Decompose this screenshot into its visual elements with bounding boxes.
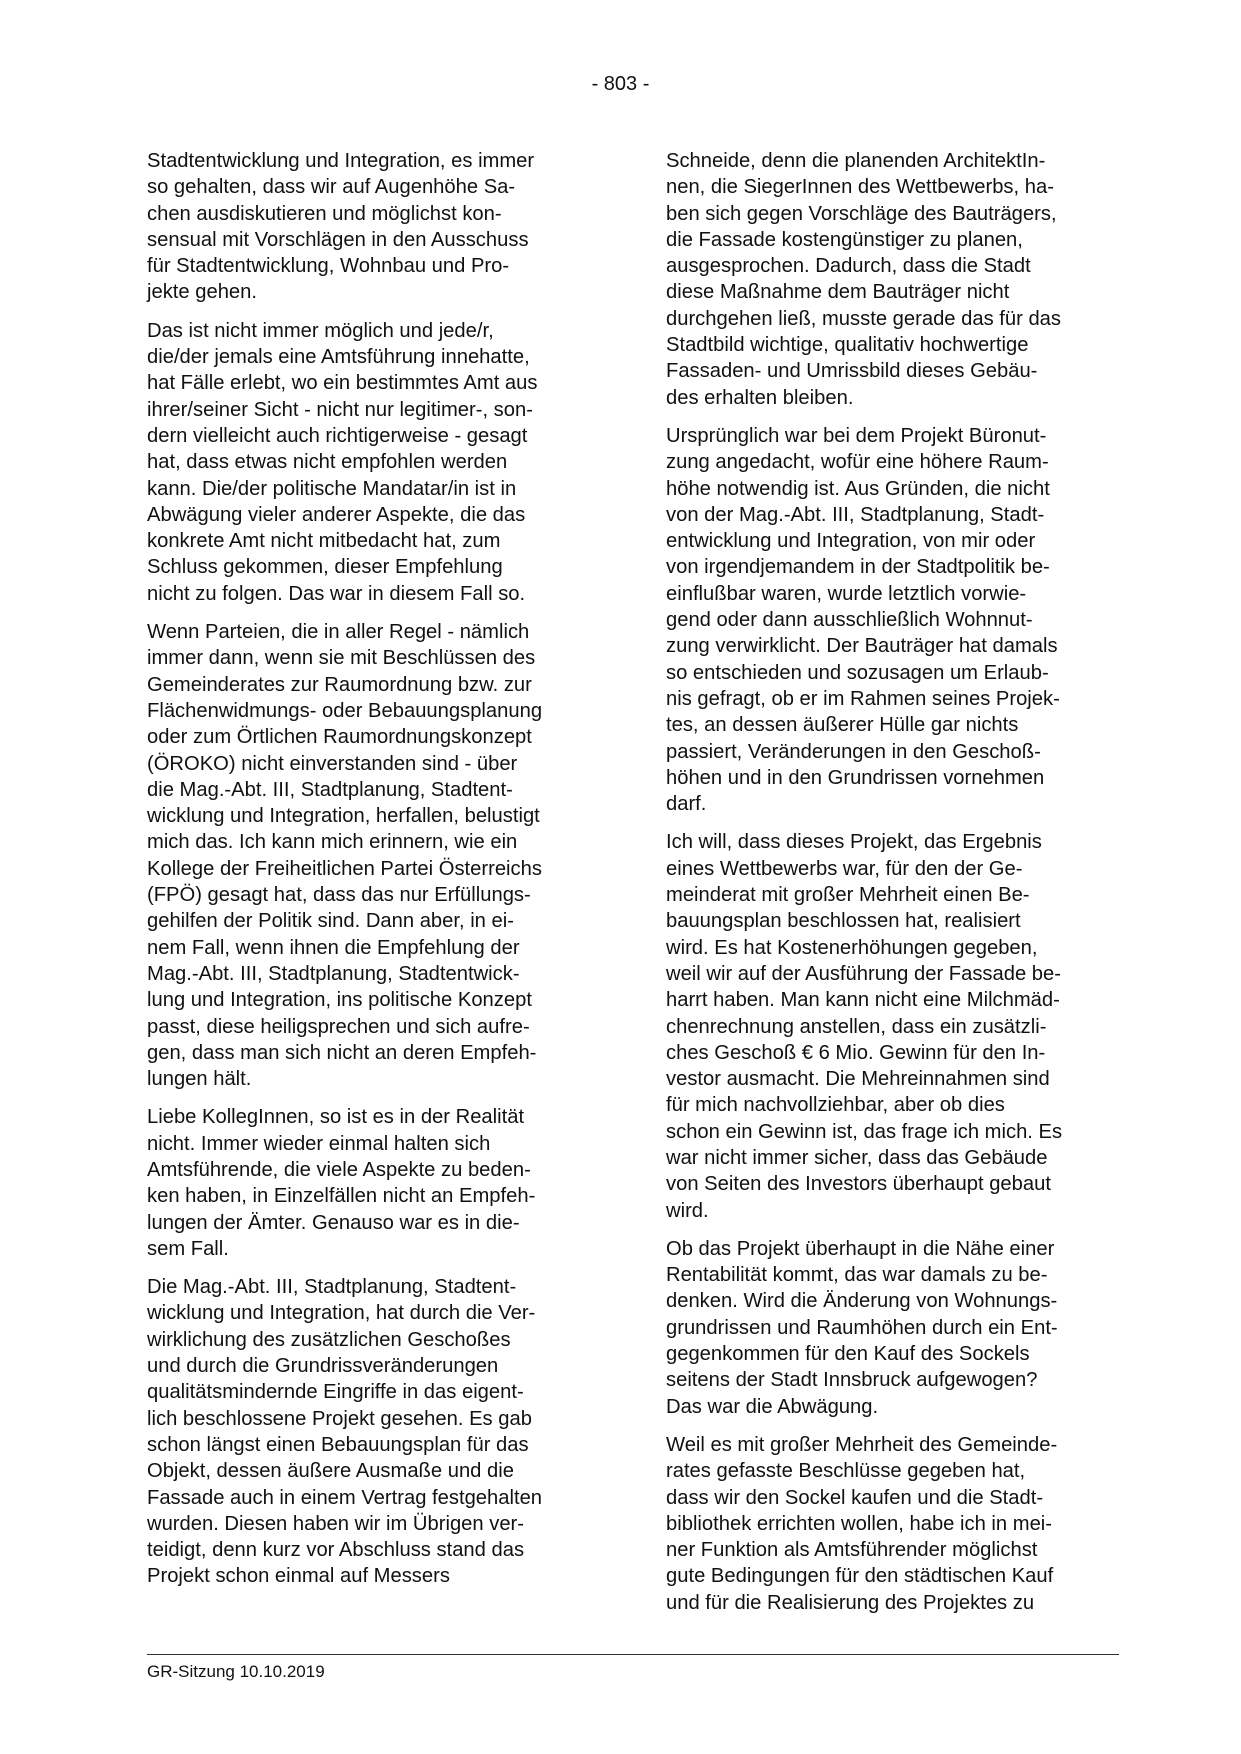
paragraph: Ursprünglich war bei dem Projekt Büronut- zung angedacht, wofür eine höhere Raum- höhe notwendig ist. Aus Gründen, die nicht von der Mag.-Abt. III, Stadtplanung, Stadt- entwicklung und Integration, von mir oder von irgendjemandem in der Stadtpolitik be- einflußbar waren, wurde letztlich vorwie- gend oder dann ausschließlich Wohnnut- zung verwirklicht. Der Bauträger hat damals so entschieden und sozusagen um Erlaub- nis gefragt, ob er im Rahmen seines Projek- tes, an dessen äußerer Hülle gar nichts passiert, Veränderungen in den Geschoß- höhen und in den Grundrissen vornehmen darf. [666, 424, 1060, 816]
footer-session-date: GR-Sitzung 10.10.2019 [147, 1662, 325, 1681]
paragraph: Die Mag.-Abt. III, Stadtplanung, Stadtent- wicklung und Integration, hat durch die Ver- wirklichung des zusätzlichen Geschoßes und durch die Grundrissveränderungen qualitätsmindernde Eingriffe in das eigent- lich beschlossene Projekt gesehen. Es gab schon längst einen Bebauungsplan für das Objekt, dessen äußere Ausmaße und die Fassade auch in einem Vertrag festgehalten wurden. Diesen haben wir im Übrigen ver- teidigt, denn kurz vor Abschluss stand das Projekt schon einmal auf Messers [147, 1276, 543, 1588]
left-column [147, 148, 592, 1602]
paragraph: Ob das Projekt überhaupt in die Nähe einer Rentabilität kommt, das war damals zu be- denken. Wird die Änderung von Wohnungs- grundrissen und Raumhöhen durch ein Ent- gegenkommen für den Kauf des Sockels seitens der Stadt Innsbruck aufgewogen? Das war die Abwägung. [666, 1237, 1058, 1418]
paragraph: Das ist nicht immer möglich und jede/r, die/der jemals eine Amtsführung innehatte, hat Fälle erlebt, wo ein bestimmtes Amt aus ihrer/seiner Sicht - nicht nur legitimer-, son- dern vielleicht auch richtigerweise - gesagt hat, dass etwas nicht empfohlen werden kann. Die/der politische Mandatar/in ist in Abwägung vieler anderer Aspekte, die das konkrete Amt nicht mitbedacht hat, zum Schluss gekommen, dieser Empfehlung nicht zu folgen. Das war in diesem Fall so. [147, 319, 538, 605]
paragraph: Wenn Parteien, die in aller Regel - nämlich immer dann, wenn sie mit Beschlüssen des Gemeinderates zur Raumordnung bzw. zur Flächenwidmungs- oder Bebauungsplanung oder zum Örtlichen Raumordnungskonzept (ÖROKO) nicht einverstanden sind - über die Mag.-Abt. III, Stadtplanung, Stadtent- wicklung und Integration, herfallen, belustigt mich das. Ich kann mich erinnern, wie ein Kollege der Freiheitlichen Partei Österreichs (FPÖ) gesagt hat, dass das nur Erfüllungs- gehilfen der Politik sind. Dann aber, in ei- nem Fall, wenn ihnen die Empfehlung der Mag.-Abt. III, Stadtplanung, Stadtentwick- lung und Integration, ins politische Konzept passt, diese heiligsprechen und sich aufre- gen, dass man sich nicht an deren Empfeh- lungen hält. [147, 621, 543, 1091]
paragraph: Ich will, dass dieses Projekt, das Ergebnis eines Wettbewerbs war, für den der Ge- meinderat mit großer Mehrheit einen Be- bauungsplan beschlossen hat, realisiert wird. Es hat Kostenerhöhungen gegeben, weil wir auf der Ausführung der Fassade be- harrt haben. Man kann nicht eine Milchmäd- chenrechnung anstellen, dass ein zusätzli- ches Geschoß € 6 Mio. Gewinn für den In- vestor ausmacht. Die Mehreinnahmen sind für mich nachvollziehbar, aber ob dies schon ein Gewinn ist, das frage ich mich. Es war nicht immer sicher, dass das Gebäude von Seiten des Investors überhaupt gebaut wird. [666, 831, 1063, 1222]
footer-divider [147, 1654, 1119, 1655]
right-column [666, 148, 1111, 1628]
paragraph: Weil es mit großer Mehrheit des Gemeinde- rates gefasste Beschlüsse gegeben hat, dass wir den Sockel kaufen und die Stadt- bibliothek errichten wollen, habe ich in mei- ner Funktion als Amtsführender möglichst gute Bedingungen für den städtischen Kauf und für die Realisierung des Projektes zu [666, 1433, 1058, 1614]
paragraph: Schneide, denn die planenden ArchitektIn- nen, die SiegerInnen des Wettbewerbs, ha- ben sich gegen Vorschläge des Bauträgers, die Fassade kostengünstiger zu planen, ausgesprochen. Dadurch, dass die Stadt diese Maßnahme dem Bauträger nicht durchgehen ließ, musste gerade das für das Stadtbild wichtige, qualitativ hochwertige Fassaden- und Umrissbild dieses Gebäu- des erhalten bleiben. [666, 150, 1062, 409]
paragraph: Stadtentwicklung und Integration, es immer so gehalten, dass wir auf Augenhöhe Sa- chen ausdiskutieren und möglichst kon- sensual mit Vorschlägen in den Ausschuss für Stadtentwicklung, Wohnbau und Pro- jekte gehen. [147, 150, 535, 304]
paragraph: Liebe KollegInnen, so ist es in der Realität nicht. Immer wieder einmal halten sich Amtsführende, die viele Aspekte zu beden- ken haben, in Einzelfällen nicht an Empfeh- lungen der Ämter. Genauso war es in die- sem Fall. [147, 1106, 536, 1260]
page-number: - 803 - [591, 73, 650, 95]
